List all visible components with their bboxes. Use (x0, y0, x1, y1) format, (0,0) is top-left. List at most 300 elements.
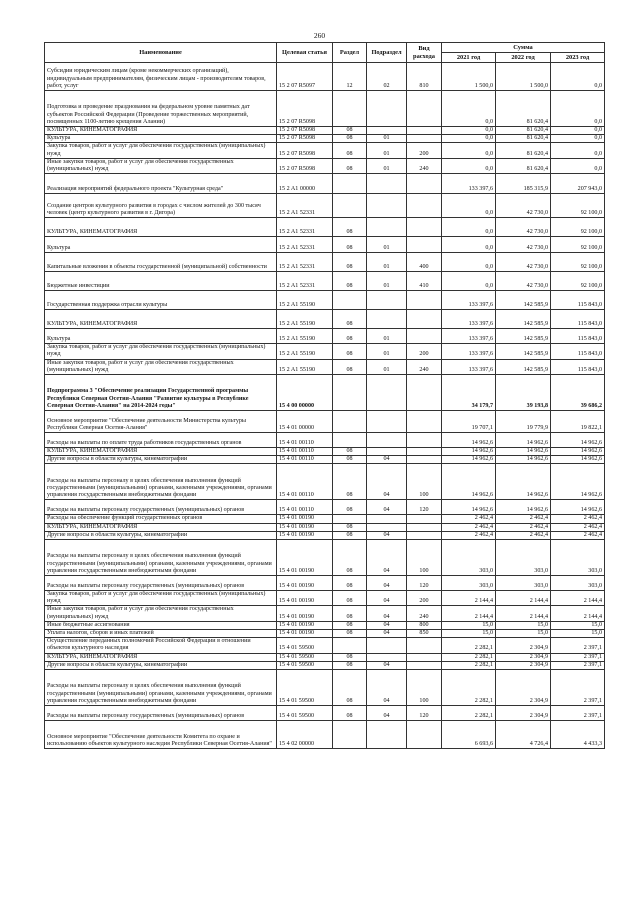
cell-sum-2023: 0,0 (551, 91, 605, 127)
cell-sum-2021: 0,0 (442, 272, 496, 291)
cell-sum-2023: 2 397,1 (551, 653, 605, 661)
cell-sum-2022: 2 144,4 (496, 606, 551, 621)
cell-expense-type: 850 (407, 630, 442, 638)
cell-sum-2022: 4 726,4 (496, 721, 551, 749)
table-row (45, 127, 605, 135)
cell-expense-type (407, 433, 442, 448)
cell-sum-2021: 2 282,1 (442, 670, 496, 706)
cell-section (333, 174, 367, 194)
cell-expense-type (407, 375, 442, 411)
cell-section (333, 515, 367, 523)
cell-section (333, 291, 367, 310)
table-row (45, 653, 605, 661)
cell-sum-2022: 42 730,0 (496, 237, 551, 253)
cell-sum-2021: 2 462,4 (442, 523, 496, 531)
cell-target-article: 15 2 A1 52331 (277, 194, 333, 218)
cell-name: Основное мероприятие "Обеспечение деятельности Министерства культуры Республики Северная Осетия-Алания" (45, 411, 277, 433)
table-row (45, 661, 605, 669)
cell-target-article: 15 4 01 59500 (277, 653, 333, 661)
cell-target-article: 15 4 01 59500 (277, 670, 333, 706)
cell-name: Другие вопросы в области культуры, кинематографии (45, 531, 277, 539)
cell-sum-2023: 0,0 (551, 158, 605, 173)
cell-target-article: 15 2 07 R5098 (277, 135, 333, 143)
cell-sum-2023: 0,0 (551, 127, 605, 135)
cell-expense-type: 240 (407, 359, 442, 374)
cell-expense-type (407, 531, 442, 539)
cell-section (333, 411, 367, 433)
cell-section: 08 (333, 606, 367, 621)
header-year-2023: 2023 год (551, 53, 605, 63)
cell-section: 08 (333, 464, 367, 500)
table-row (45, 670, 605, 706)
cell-sum-2021: 0,0 (442, 253, 496, 272)
cell-expense-type (407, 329, 442, 344)
cell-sum-2021: 14 962,6 (442, 456, 496, 464)
cell-expense-type (407, 515, 442, 523)
cell-sum-2022: 81 620,4 (496, 91, 551, 127)
cell-sum-2021: 2 282,1 (442, 706, 496, 721)
cell-sum-2023: 14 962,6 (551, 448, 605, 456)
cell-name: КУЛЬТУРА, КИНЕМАТОГРАФИЯ (45, 448, 277, 456)
cell-name: Расходы на обеспечение функций государственных органов (45, 515, 277, 523)
table-row (45, 310, 605, 329)
budget-table (44, 42, 605, 749)
cell-subsection (367, 127, 407, 135)
cell-subsection: 04 (367, 606, 407, 621)
cell-name: Иные закупки товаров, работ и услуг для обеспечения государственных (муниципальных) нужд (45, 359, 277, 374)
cell-expense-type (407, 218, 442, 237)
cell-sum-2021: 34 179,7 (442, 375, 496, 411)
cell-sum-2021: 133 397,6 (442, 174, 496, 194)
cell-sum-2022: 42 730,0 (496, 218, 551, 237)
cell-name: Культура (45, 329, 277, 344)
cell-sum-2022: 81 620,4 (496, 158, 551, 173)
cell-name: Государственная поддержка отрасли культуры (45, 291, 277, 310)
cell-target-article: 15 2 A1 55190 (277, 310, 333, 329)
cell-expense-type (407, 91, 442, 127)
cell-sum-2022: 2 304,9 (496, 638, 551, 653)
cell-target-article: 15 2 07 R5098 (277, 91, 333, 127)
cell-sum-2021: 0,0 (442, 158, 496, 173)
table-row (45, 721, 605, 749)
cell-expense-type (407, 194, 442, 218)
cell-target-article: 15 4 01 59500 (277, 706, 333, 721)
cell-sum-2023: 14 962,6 (551, 464, 605, 500)
cell-expense-type: 120 (407, 500, 442, 515)
cell-expense-type: 240 (407, 158, 442, 173)
cell-target-article: 15 4 01 00190 (277, 515, 333, 523)
cell-section: 08 (333, 127, 367, 135)
table-row (45, 218, 605, 237)
cell-sum-2023: 115 843,0 (551, 329, 605, 344)
cell-sum-2023: 39 686,2 (551, 375, 605, 411)
cell-expense-type: 120 (407, 706, 442, 721)
cell-sum-2023: 115 843,0 (551, 310, 605, 329)
cell-section (333, 194, 367, 218)
cell-sum-2023: 4 433,3 (551, 721, 605, 749)
cell-subsection: 04 (367, 591, 407, 606)
cell-name: Другие вопросы в области культуры, кинематографии (45, 456, 277, 464)
cell-subsection: 04 (367, 464, 407, 500)
cell-expense-type (407, 721, 442, 749)
cell-sum-2022: 15,0 (496, 621, 551, 629)
cell-subsection: 04 (367, 621, 407, 629)
table-row (45, 630, 605, 638)
cell-sum-2021: 0,0 (442, 91, 496, 127)
cell-section (333, 638, 367, 653)
table-row (45, 464, 605, 500)
cell-name: КУЛЬТУРА, КИНЕМАТОГРАФИЯ (45, 523, 277, 531)
cell-section: 08 (333, 272, 367, 291)
cell-target-article: 15 4 01 00190 (277, 531, 333, 539)
cell-sum-2021: 133 397,6 (442, 291, 496, 310)
cell-section: 08 (333, 310, 367, 329)
cell-subsection: 01 (367, 237, 407, 253)
cell-name: Культура (45, 135, 277, 143)
cell-name: Расходы на выплаты персоналу государственных (муниципальных) органов (45, 500, 277, 515)
cell-subsection (367, 375, 407, 411)
cell-expense-type: 100 (407, 540, 442, 576)
cell-sum-2022: 2 304,9 (496, 706, 551, 721)
cell-target-article: 15 2 A1 55190 (277, 344, 333, 359)
cell-name: Расходы на выплаты персоналу государственных (муниципальных) органов (45, 706, 277, 721)
table-row (45, 63, 605, 91)
cell-sum-2022: 15,0 (496, 630, 551, 638)
cell-sum-2023: 2 397,1 (551, 670, 605, 706)
cell-sum-2021: 2 462,4 (442, 515, 496, 523)
table-row (45, 158, 605, 173)
cell-sum-2023: 92 100,0 (551, 218, 605, 237)
cell-section: 08 (333, 653, 367, 661)
cell-subsection: 04 (367, 706, 407, 721)
cell-sum-2023: 115 843,0 (551, 344, 605, 359)
cell-sum-2022: 1 500,0 (496, 63, 551, 91)
cell-sum-2022: 2 304,9 (496, 670, 551, 706)
cell-target-article: 15 4 01 00190 (277, 630, 333, 638)
cell-sum-2022: 19 779,9 (496, 411, 551, 433)
cell-section (333, 433, 367, 448)
header-year-2021: 2021 год (442, 53, 496, 63)
cell-sum-2023: 14 962,6 (551, 433, 605, 448)
cell-sum-2021: 2 144,4 (442, 606, 496, 621)
cell-expense-type (407, 310, 442, 329)
cell-sum-2021: 133 397,6 (442, 329, 496, 344)
cell-name: Подпрограмма 3 "Обеспечение реализации Государственной программы Республики Северная Осетия-Алания "Развитие культуры в Республике Северная Осетия-Алания" на 2014-2024 годы" (45, 375, 277, 411)
cell-subsection (367, 433, 407, 448)
cell-sum-2023: 92 100,0 (551, 253, 605, 272)
cell-sum-2022: 142 585,9 (496, 310, 551, 329)
cell-section: 08 (333, 661, 367, 669)
cell-section: 08 (333, 630, 367, 638)
cell-subsection: 04 (367, 540, 407, 576)
cell-subsection: 01 (367, 272, 407, 291)
cell-sum-2022: 2 144,4 (496, 591, 551, 606)
cell-section: 08 (333, 329, 367, 344)
cell-target-article: 15 4 02 00000 (277, 721, 333, 749)
cell-sum-2022: 303,0 (496, 576, 551, 591)
cell-sum-2023: 0,0 (551, 63, 605, 91)
table-row (45, 621, 605, 629)
cell-section: 08 (333, 531, 367, 539)
cell-target-article: 15 2 A1 52331 (277, 272, 333, 291)
cell-expense-type: 100 (407, 670, 442, 706)
cell-target-article: 15 2 A1 55190 (277, 291, 333, 310)
table-row (45, 531, 605, 539)
table-row (45, 591, 605, 606)
cell-sum-2021: 15,0 (442, 630, 496, 638)
cell-subsection (367, 218, 407, 237)
cell-target-article: 15 4 01 00190 (277, 540, 333, 576)
cell-target-article: 15 2 A1 55190 (277, 359, 333, 374)
header-name: Наименование (45, 43, 277, 63)
cell-name: Основное мероприятие "Обеспечение деятельности Комитета по охране и использованию объектов культурного наследия Республики Северная Осетия-Алания" (45, 721, 277, 749)
table-row (45, 523, 605, 531)
cell-target-article: 15 4 01 00190 (277, 606, 333, 621)
cell-section: 08 (333, 448, 367, 456)
cell-name: Расходы на выплаты персоналу государственных (муниципальных) органов (45, 576, 277, 591)
cell-sum-2023: 115 843,0 (551, 359, 605, 374)
table-row (45, 606, 605, 621)
table-row (45, 291, 605, 310)
cell-sum-2023: 2 144,4 (551, 606, 605, 621)
cell-subsection: 04 (367, 576, 407, 591)
cell-section: 12 (333, 63, 367, 91)
cell-sum-2023: 2 462,4 (551, 523, 605, 531)
cell-name: Расходы на выплаты по оплате труда работников государственных органов (45, 433, 277, 448)
cell-sum-2021: 14 962,6 (442, 500, 496, 515)
cell-expense-type (407, 127, 442, 135)
cell-sum-2022: 42 730,0 (496, 272, 551, 291)
table-row (45, 433, 605, 448)
cell-name: Закупка товаров, работ и услуг для обеспечения государственных (муниципальных) нужд (45, 143, 277, 158)
cell-target-article: 15 2 A1 52331 (277, 218, 333, 237)
cell-sum-2022: 2 304,9 (496, 661, 551, 669)
cell-expense-type (407, 661, 442, 669)
cell-name: Культура (45, 237, 277, 253)
cell-sum-2021: 0,0 (442, 127, 496, 135)
table-header (45, 43, 605, 63)
cell-expense-type (407, 174, 442, 194)
cell-sum-2021: 133 397,6 (442, 359, 496, 374)
cell-section: 08 (333, 670, 367, 706)
cell-target-article: 15 4 01 00110 (277, 464, 333, 500)
table-row (45, 706, 605, 721)
cell-sum-2022: 42 730,0 (496, 194, 551, 218)
cell-sum-2023: 92 100,0 (551, 194, 605, 218)
cell-expense-type: 810 (407, 63, 442, 91)
cell-sum-2021: 14 962,6 (442, 464, 496, 500)
cell-name: КУЛЬТУРА, КИНЕМАТОГРАФИЯ (45, 653, 277, 661)
header-sum: Сумма (442, 43, 605, 53)
cell-target-article: 15 2 07 R5098 (277, 158, 333, 173)
cell-sum-2023: 92 100,0 (551, 272, 605, 291)
cell-section: 08 (333, 523, 367, 531)
cell-sum-2022: 14 962,6 (496, 448, 551, 456)
cell-name: Закупка товаров, работ и услуг для обеспечения государственных (муниципальных) нужд (45, 344, 277, 359)
table-row (45, 344, 605, 359)
table-row (45, 638, 605, 653)
table-row (45, 253, 605, 272)
table-row (45, 135, 605, 143)
cell-name: Расходы на выплаты персоналу в целях обеспечения выполнения функций государственными (муниципальными) органами, казенными учреждениями, органами управления государственными внебюджетными фондами (45, 670, 277, 706)
cell-expense-type (407, 523, 442, 531)
header-expense-type: Вид расхода (407, 43, 442, 63)
cell-sum-2021: 303,0 (442, 540, 496, 576)
cell-sum-2022: 42 730,0 (496, 253, 551, 272)
cell-sum-2021: 0,0 (442, 143, 496, 158)
cell-sum-2022: 303,0 (496, 540, 551, 576)
cell-subsection: 01 (367, 344, 407, 359)
cell-sum-2022: 81 620,4 (496, 127, 551, 135)
table-row (45, 375, 605, 411)
cell-subsection (367, 174, 407, 194)
table-row (45, 91, 605, 127)
cell-name: Реализация мероприятий федерального проекта "Культурная среда" (45, 174, 277, 194)
cell-subsection: 01 (367, 158, 407, 173)
cell-name: Иные закупки товаров, работ и услуг для обеспечения государственных (муниципальных) нужд (45, 606, 277, 621)
header-year-2022: 2022 год (496, 53, 551, 63)
cell-section (333, 375, 367, 411)
cell-expense-type: 100 (407, 464, 442, 500)
cell-target-article: 15 4 01 00190 (277, 621, 333, 629)
cell-target-article: 15 4 01 00190 (277, 576, 333, 591)
cell-sum-2021: 0,0 (442, 135, 496, 143)
cell-sum-2022: 142 585,9 (496, 291, 551, 310)
cell-subsection (367, 638, 407, 653)
cell-expense-type: 200 (407, 591, 442, 606)
cell-name: Субсидии юридическим лицам (кроме некоммерческих организаций), индивидуальным предпринимателям, физическим лицам - производителям товаров, работ, услуг (45, 63, 277, 91)
cell-sum-2021: 15,0 (442, 621, 496, 629)
cell-sum-2023: 15,0 (551, 621, 605, 629)
cell-subsection (367, 523, 407, 531)
cell-sum-2022: 14 962,6 (496, 456, 551, 464)
cell-target-article: 15 4 01 59500 (277, 638, 333, 653)
cell-name: Иные бюджетные ассигнования (45, 621, 277, 629)
cell-sum-2023: 115 843,0 (551, 291, 605, 310)
cell-expense-type: 240 (407, 606, 442, 621)
table-body (45, 63, 605, 749)
cell-target-article: 15 4 01 00110 (277, 433, 333, 448)
cell-target-article: 15 4 01 00190 (277, 523, 333, 531)
cell-sum-2022: 142 585,9 (496, 359, 551, 374)
cell-section (333, 721, 367, 749)
cell-subsection: 01 (367, 143, 407, 158)
cell-sum-2023: 0,0 (551, 143, 605, 158)
cell-sum-2023: 0,0 (551, 135, 605, 143)
cell-target-article: 15 4 01 00110 (277, 500, 333, 515)
cell-subsection (367, 194, 407, 218)
cell-subsection: 04 (367, 630, 407, 638)
cell-name: КУЛЬТУРА, КИНЕМАТОГРАФИЯ (45, 310, 277, 329)
cell-sum-2022: 81 620,4 (496, 135, 551, 143)
cell-sum-2023: 207 943,0 (551, 174, 605, 194)
cell-section: 08 (333, 158, 367, 173)
cell-expense-type (407, 411, 442, 433)
cell-name: КУЛЬТУРА, КИНЕМАТОГРАФИЯ (45, 218, 277, 237)
cell-sum-2021: 14 962,6 (442, 433, 496, 448)
cell-expense-type: 410 (407, 272, 442, 291)
table-row (45, 174, 605, 194)
cell-target-article: 15 2 A1 00000 (277, 174, 333, 194)
cell-sum-2021: 2 282,1 (442, 661, 496, 669)
cell-sum-2023: 303,0 (551, 576, 605, 591)
table-row (45, 143, 605, 158)
cell-target-article: 15 2 A1 55190 (277, 329, 333, 344)
cell-sum-2022: 81 620,4 (496, 143, 551, 158)
cell-subsection (367, 721, 407, 749)
cell-sum-2023: 2 144,4 (551, 591, 605, 606)
cell-name: Осуществление переданных полномочий Российской Федерации в отношении объектов культурного наследия (45, 638, 277, 653)
cell-sum-2023: 303,0 (551, 540, 605, 576)
table-row (45, 576, 605, 591)
cell-name: Другие вопросы в области культуры, кинематографии (45, 661, 277, 669)
cell-sum-2022: 2 462,4 (496, 515, 551, 523)
cell-sum-2021: 6 693,6 (442, 721, 496, 749)
cell-sum-2022: 142 585,9 (496, 329, 551, 344)
cell-expense-type (407, 237, 442, 253)
cell-section: 08 (333, 576, 367, 591)
cell-section: 08 (333, 253, 367, 272)
cell-sum-2023: 2 397,1 (551, 661, 605, 669)
cell-subsection: 01 (367, 359, 407, 374)
cell-subsection (367, 515, 407, 523)
cell-expense-type: 200 (407, 344, 442, 359)
table-row (45, 329, 605, 344)
cell-subsection (367, 411, 407, 433)
cell-name: Расходы на выплаты персоналу в целях обеспечения выполнения функций государственными (муниципальными) органами, казенными учреждениями, органами управления государственными внебюджетными фондами (45, 464, 277, 500)
cell-subsection: 04 (367, 661, 407, 669)
cell-target-article: 15 2 07 R5097 (277, 63, 333, 91)
cell-sum-2023: 92 100,0 (551, 237, 605, 253)
table-row (45, 237, 605, 253)
cell-section: 08 (333, 218, 367, 237)
cell-section: 08 (333, 359, 367, 374)
header-subsection: Подраздел (367, 43, 407, 63)
table-row (45, 448, 605, 456)
cell-sum-2022: 2 462,4 (496, 531, 551, 539)
cell-section (333, 91, 367, 127)
cell-section: 08 (333, 344, 367, 359)
cell-sum-2022: 14 962,6 (496, 433, 551, 448)
table-row (45, 359, 605, 374)
table-row (45, 272, 605, 291)
cell-subsection: 01 (367, 135, 407, 143)
cell-sum-2022: 185 315,9 (496, 174, 551, 194)
cell-sum-2022: 14 962,6 (496, 464, 551, 500)
cell-sum-2021: 2 282,1 (442, 653, 496, 661)
page-number: 260 (313, 31, 326, 40)
cell-sum-2021: 0,0 (442, 194, 496, 218)
cell-sum-2021: 14 962,6 (442, 448, 496, 456)
cell-sum-2022: 2 304,9 (496, 653, 551, 661)
cell-sum-2021: 303,0 (442, 576, 496, 591)
cell-expense-type: 200 (407, 143, 442, 158)
table-row (45, 500, 605, 515)
cell-expense-type (407, 638, 442, 653)
cell-section: 08 (333, 456, 367, 464)
cell-sum-2023: 19 822,1 (551, 411, 605, 433)
table-row (45, 456, 605, 464)
cell-section: 08 (333, 135, 367, 143)
cell-sum-2021: 2 462,4 (442, 531, 496, 539)
cell-sum-2022: 14 962,6 (496, 500, 551, 515)
cell-expense-type: 800 (407, 621, 442, 629)
cell-target-article: 15 4 00 00000 (277, 375, 333, 411)
cell-sum-2023: 2 462,4 (551, 515, 605, 523)
cell-section: 08 (333, 500, 367, 515)
cell-subsection: 01 (367, 253, 407, 272)
cell-name: Капитальные вложения в объекты государственной (муниципальной) собственности (45, 253, 277, 272)
